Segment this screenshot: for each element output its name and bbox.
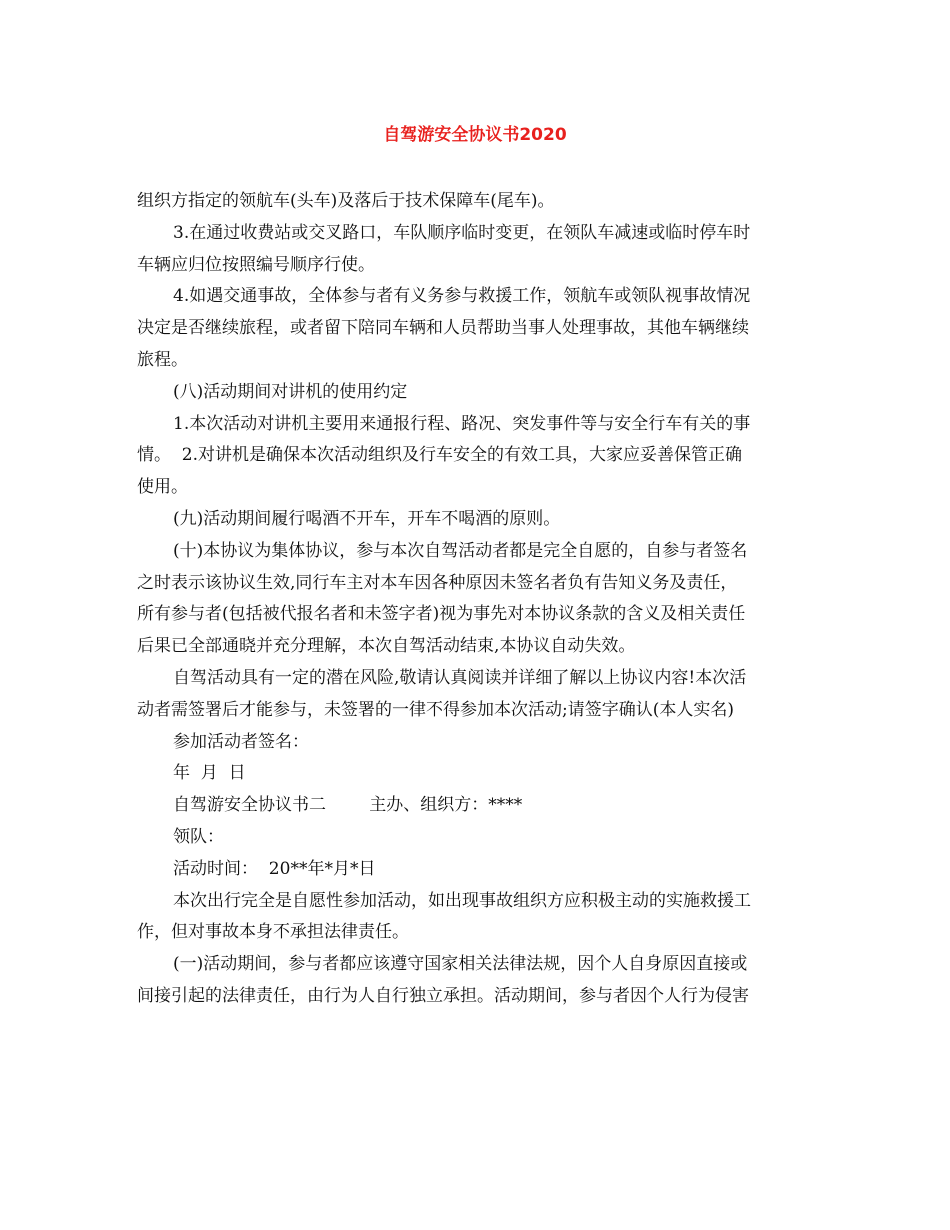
text-line: 年 月 日	[173, 763, 246, 784]
text-line: 自驾游安全协议书二 主办、组织方：****	[173, 795, 523, 816]
text-line: 间接引起的法律责任，由行为人自行独立承担。活动期间，参与者因个人行为侵害	[137, 985, 749, 1006]
text-line: (一)活动期间，参与者都应该遵守国家相关法律法规，因个人自身原因直接或	[173, 954, 748, 975]
document-body	[137, 186, 817, 1013]
text-line: 领队：	[173, 826, 224, 847]
text-line: 本次出行完全是自愿性参加活动，如出现事故组织方应积极主动的实施救援工	[173, 890, 751, 911]
text-line: 参加活动者签名：	[173, 731, 309, 752]
text-line: 使用。	[137, 477, 188, 498]
text-line: 4.如遇交通事故，全体参与者有义务参与救援工作，领航车或领队视事故情况	[173, 286, 751, 307]
text-line: 动者需签署后才能参与，未签署的一律不得参加本次活动;请签字确认(本人实名)	[137, 699, 734, 720]
text-line: 自驾活动具有一定的潜在风险,敬请认真阅读并详细了解以上协议内容!本次活	[173, 667, 747, 688]
text-line: 车辆应归位按照编号顺序行使。	[137, 254, 375, 275]
text-line: 后果已全部通晓并充分理解，本次自驾活动结束,本协议自动失效。	[137, 636, 636, 657]
text-line: 之时表示该协议生效,同行车主对本车因各种原因未签名者负有告知义务及责任，	[137, 572, 738, 593]
text-line: 1.本次活动对讲机主要用来通报行程、路况、突发事件等与安全行车有关的事	[173, 413, 751, 434]
text-line: (十)本协议为集体协议，参与本次自驾活动者都是完全自愿的，自参与者签名	[173, 540, 748, 561]
text-line: (八)活动期间对讲机的使用约定	[173, 381, 408, 402]
document-title: 自驾游安全协议书2020	[383, 125, 567, 145]
text-line: 组织方指定的领航车(头车)及落后于技术保障车(尾车)。	[137, 191, 555, 211]
text-line: (九)活动期间履行喝酒不开车，开车不喝酒的原则。	[173, 508, 561, 529]
text-line: 决定是否继续旅程，或者留下陪同车辆和人员帮助当事人处理事故，其他车辆继续	[137, 318, 749, 339]
text-line: 3.在通过收费站或交叉路口，车队顺序临时变更，在领队车减速或临时停车时	[173, 222, 751, 243]
text-line: 情。 2.对讲机是确保本次活动组织及行车安全的有效工具，大家应妥善保管正确	[137, 445, 743, 466]
text-line: 作，但对事故本身不承担法律责任。	[137, 922, 409, 943]
text-line: 所有参与者(包括被代报名者和未签字者)视为事先对本协议条款的含义及相关责任	[137, 604, 746, 625]
text-line: 活动时间： 20**年*月*日	[173, 858, 376, 879]
text-line: 旅程。	[137, 349, 188, 370]
